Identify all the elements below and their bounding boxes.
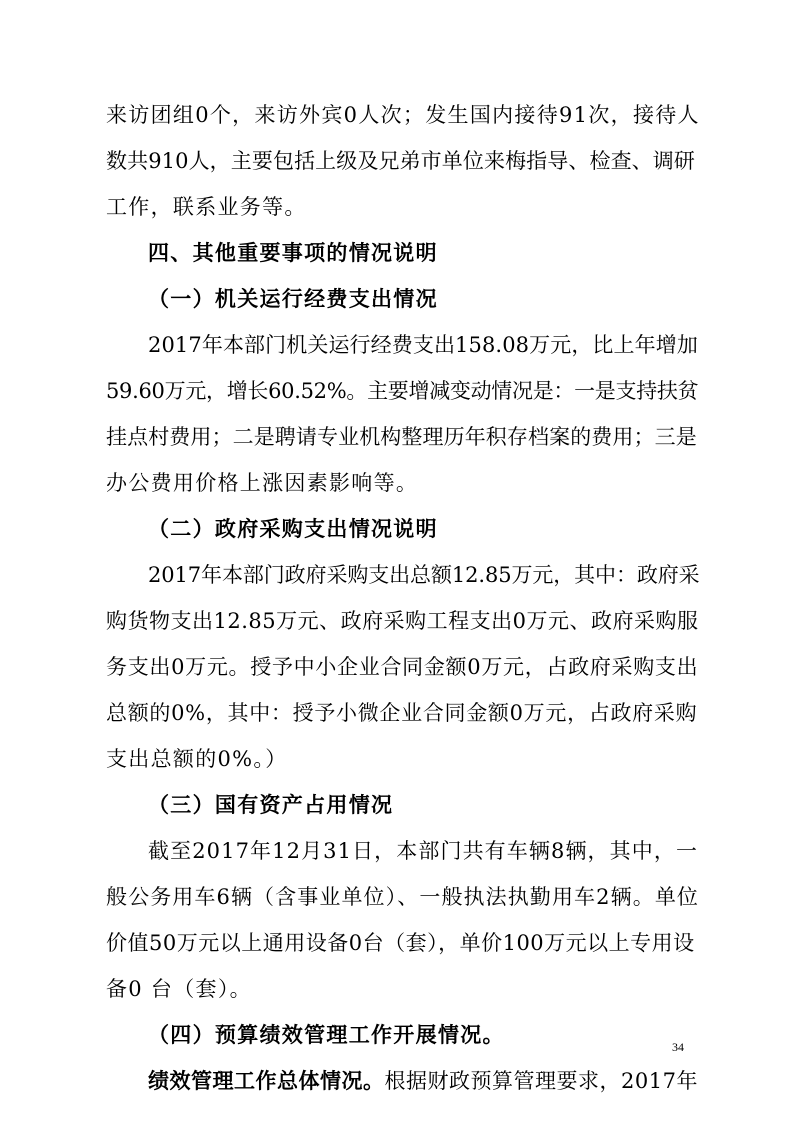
text-line: 工作，联系业务等。 — [106, 195, 307, 219]
text-line: 务支出0万元。授予中小企业合同金额0万元，占政府采购支出 — [106, 655, 699, 679]
subsection-heading: （二）政府采购支出情况说明 — [148, 516, 438, 541]
text-line: 2017年本部门政府采购支出总额12.85万元，其中：政府采 — [148, 563, 700, 587]
subsection-heading: （三）国有资产占用情况 — [148, 792, 394, 817]
text-line: 购货物支出12.85万元、政府采购工程支出0万元、政府采购服 — [106, 609, 699, 633]
text-line: 办公费用价格上涨因素影响等。 — [106, 471, 419, 495]
text-line: 数共910人，主要包括上级及兄弟市单位来梅指导、检查、调研 — [106, 149, 695, 173]
text-line: 价值50万元以上通用设备0台（套），单价100万元以上专用设 — [106, 931, 695, 955]
text-line — [148, 1068, 698, 1094]
bold-lead-text: 绩效管理工作总体情况。 — [148, 1068, 385, 1093]
page-number: 34 — [672, 1040, 684, 1054]
text-line: 59.60万元，增长60.52%。主要增减变动情况是：一是支持扶贫 — [106, 379, 699, 403]
text-line: 般公务用车6辆（含事业单位）、一般执法执勤用车2辆。单位 — [106, 885, 700, 909]
text-run: 根据财政预算管理要求，2017年 — [384, 1069, 698, 1093]
text-line: 总额的0%，其中：授予小微企业合同金额0万元，占政府采购 — [106, 701, 698, 725]
text-line: 截至2017年12月31日，本部门共有车辆8辆，其中，一 — [148, 839, 699, 863]
text-line: 支出总额的0%。） — [106, 747, 288, 771]
section-heading: 四、其他重要事项的情况说明 — [148, 240, 438, 265]
text-line: 2017年本部门机关运行经费支出158.08万元，比上年增加 — [148, 333, 698, 357]
subsection-heading: （四）预算绩效管理工作开展情况。 — [148, 1022, 505, 1047]
subsection-heading: （一）机关运行经费支出情况 — [148, 286, 438, 311]
text-line: 挂点村费用；二是聘请专业机构整理历年积存档案的费用；三是 — [106, 425, 697, 449]
text-line: 备0 台（套）。 — [106, 977, 252, 1001]
text-line: 来访团组0个，来访外宾0人次；发生国内接待91次，接待人 — [106, 103, 700, 127]
